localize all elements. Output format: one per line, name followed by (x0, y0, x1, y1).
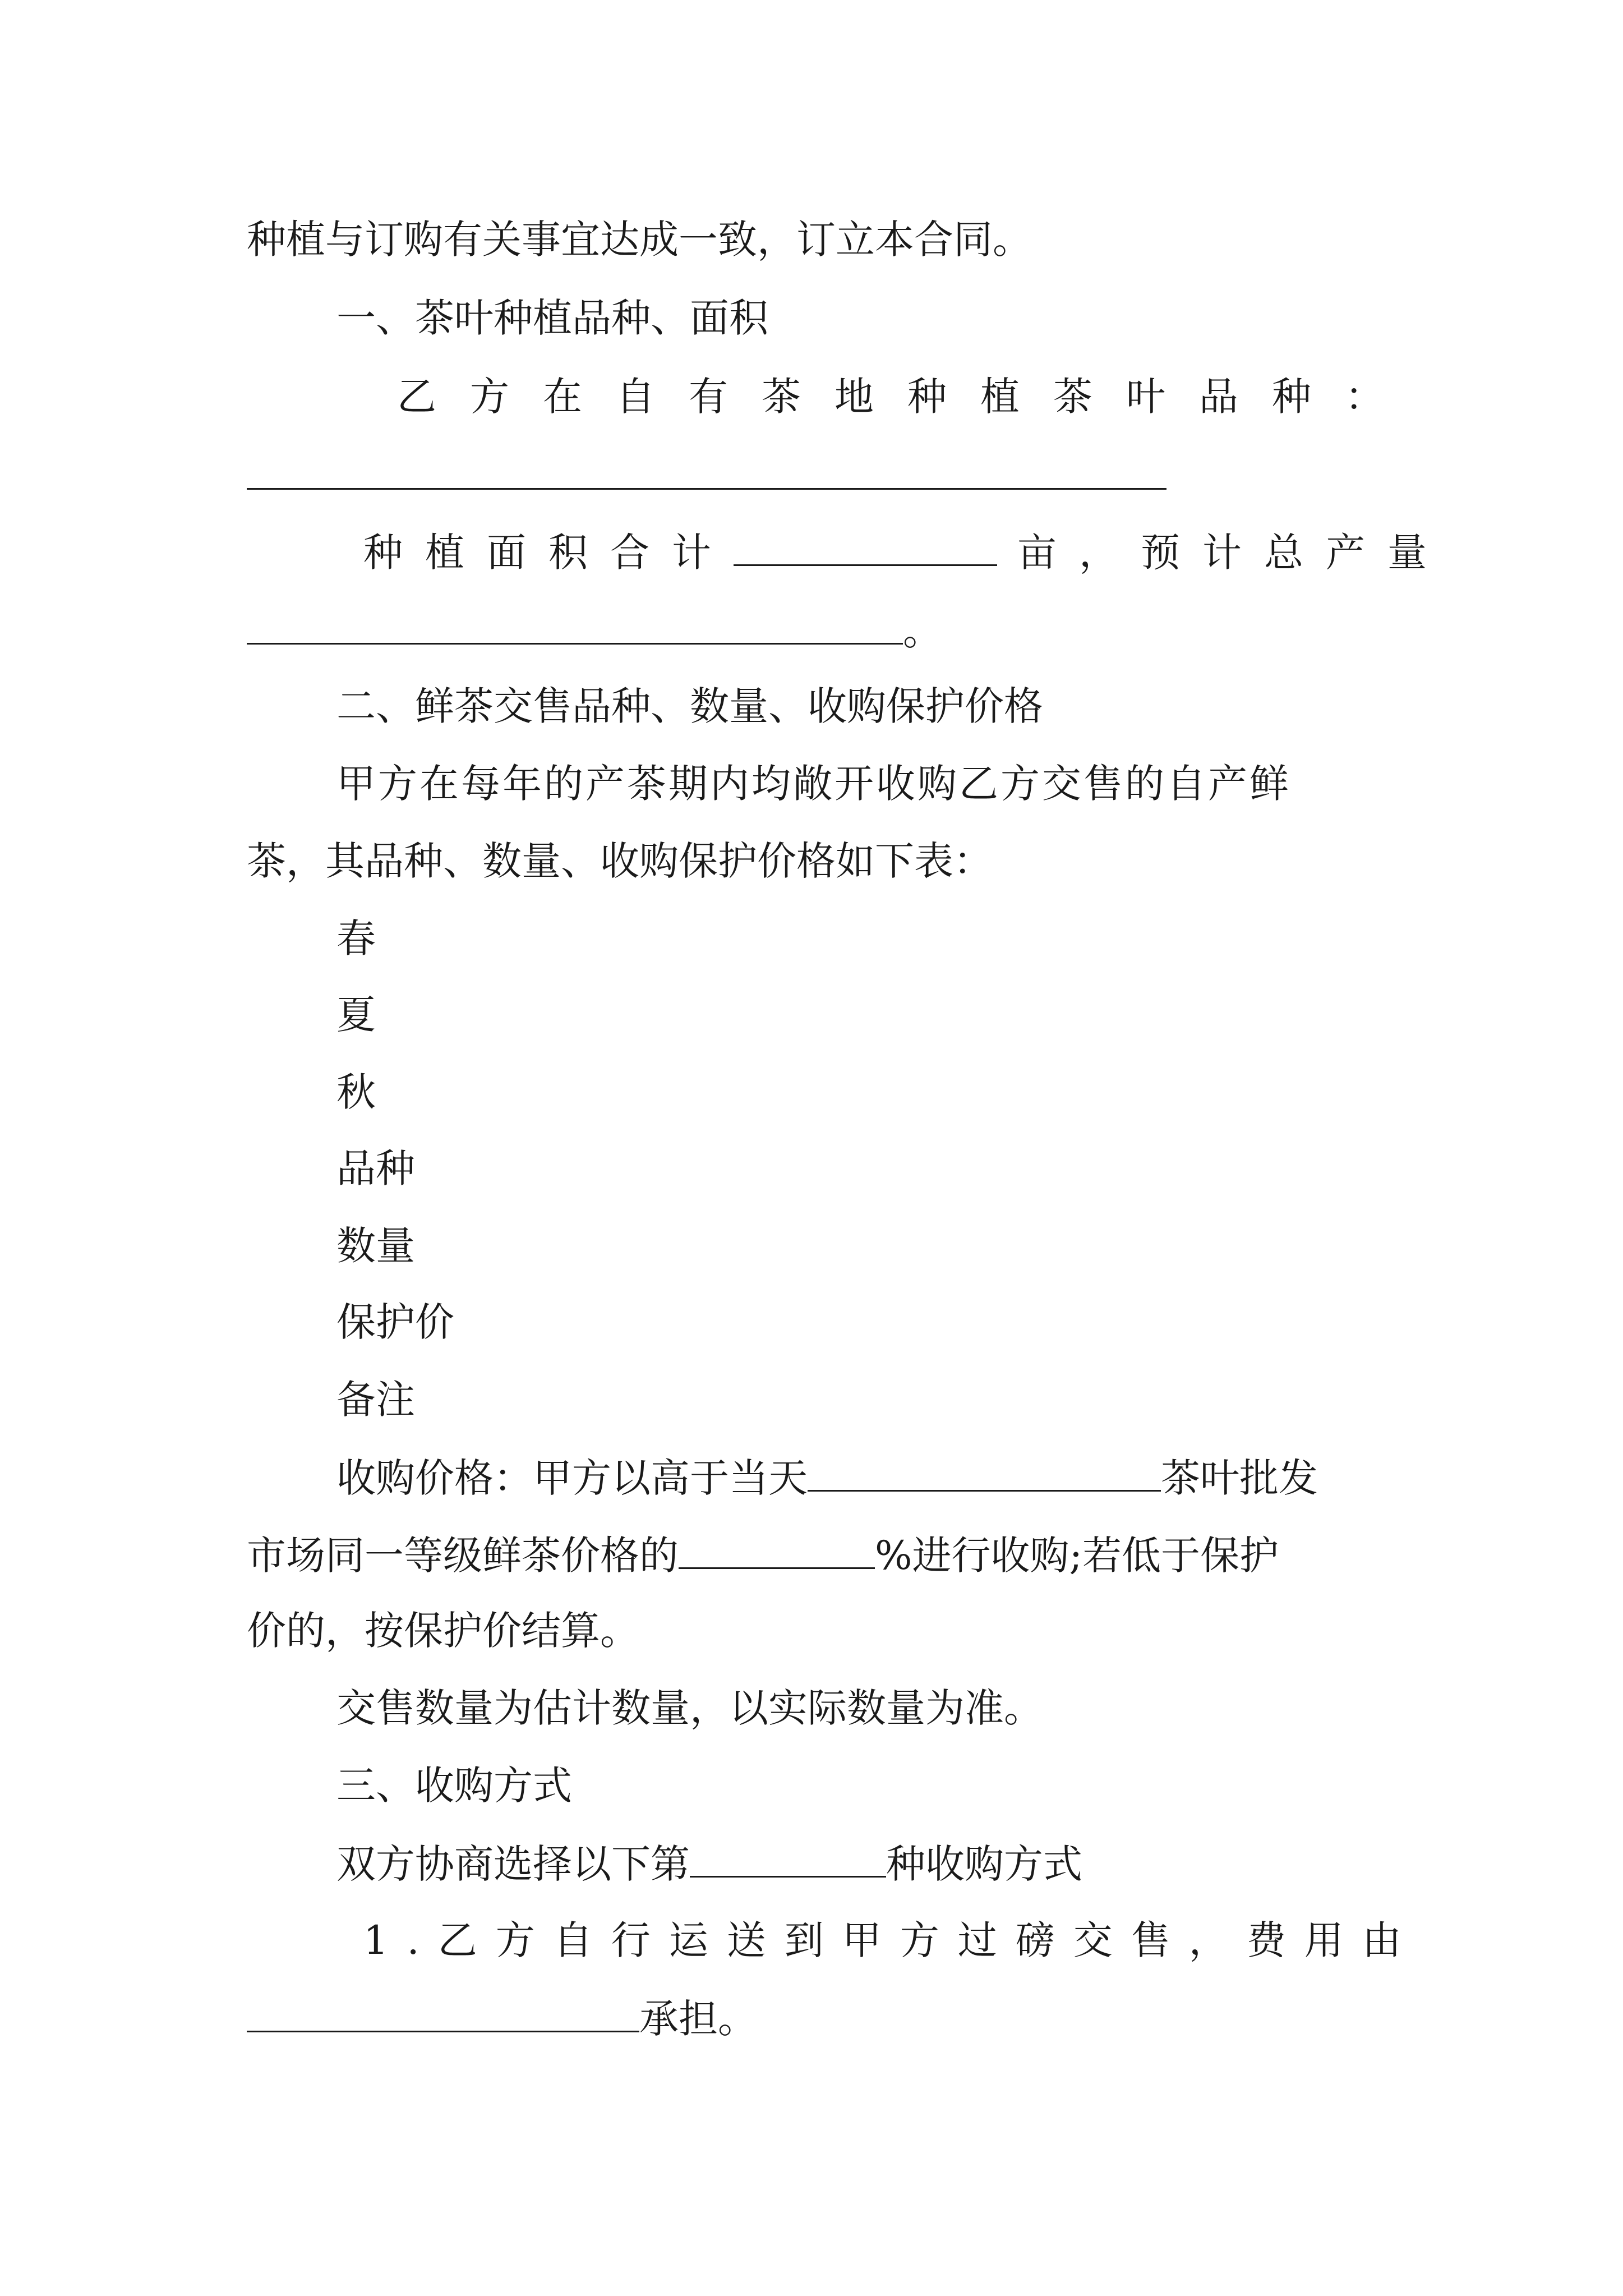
area-blank (734, 532, 997, 566)
heading-section-1: 一、茶叶种植品种、面积 (336, 295, 768, 341)
paragraph-price-1: 收购价格：甲方以高于当天 茶叶批发 (336, 1455, 1318, 1501)
paragraph-purchase-2: 茶，其品种、数量、收购保护价格如下表： (247, 838, 993, 884)
table-header-quantity: 数量 (336, 1223, 415, 1269)
variety-blank (247, 455, 1166, 490)
heading-section-2: 二、鲜茶交售品种、数量、收购保护价格 (336, 683, 1043, 729)
table-item-autumn: 秋 (336, 1069, 376, 1115)
paragraph-area-yield: 。 (247, 610, 942, 651)
heading-section-3: 三、收购方式 (336, 1763, 572, 1809)
table-header-variety: 品种 (336, 1145, 415, 1191)
paragraph-area: 种植面积合计 亩，预计总产量 (363, 530, 1449, 576)
paragraph-intro-tail: 种植与订购有关事宜达成一致，订立本合同。 (247, 217, 1032, 263)
paragraph-purchase-1: 甲方在每年的产茶期内均敞开收购乙方交售的自产鲜 (336, 761, 1291, 807)
variety-blank-line (247, 455, 1166, 496)
table-header-remarks: 备注 (336, 1377, 415, 1423)
table-item-spring: 春 (336, 915, 376, 961)
cost-bearer-blank (247, 1998, 639, 2032)
table-item-summer: 夏 (336, 992, 376, 1038)
percent-blank (679, 1535, 875, 1569)
paragraph-method: 双方协商选择以下第 种收购方式 (336, 1841, 1082, 1887)
paragraph-variety: 乙方在自有茶地种植茶叶品种： (397, 374, 1418, 420)
paragraph-option-1-end: 承担。 (247, 1998, 757, 2039)
paragraph-option-1: 1.乙方自行运送到甲方过磅交售，费用由 (363, 1917, 1420, 1963)
market-blank (808, 1457, 1161, 1492)
table-header-protection-price: 保护价 (336, 1299, 454, 1345)
paragraph-price-2: 市场同一等级鲜茶价格的 %进行收购;若低于保护 (247, 1533, 1279, 1579)
paragraph-price-3: 价的，按保护价结算。 (247, 1608, 639, 1654)
method-number-blank (690, 1843, 886, 1878)
paragraph-quantity: 交售数量为估计数量，以实际数量为准。 (336, 1685, 1043, 1731)
yield-blank (247, 610, 903, 645)
